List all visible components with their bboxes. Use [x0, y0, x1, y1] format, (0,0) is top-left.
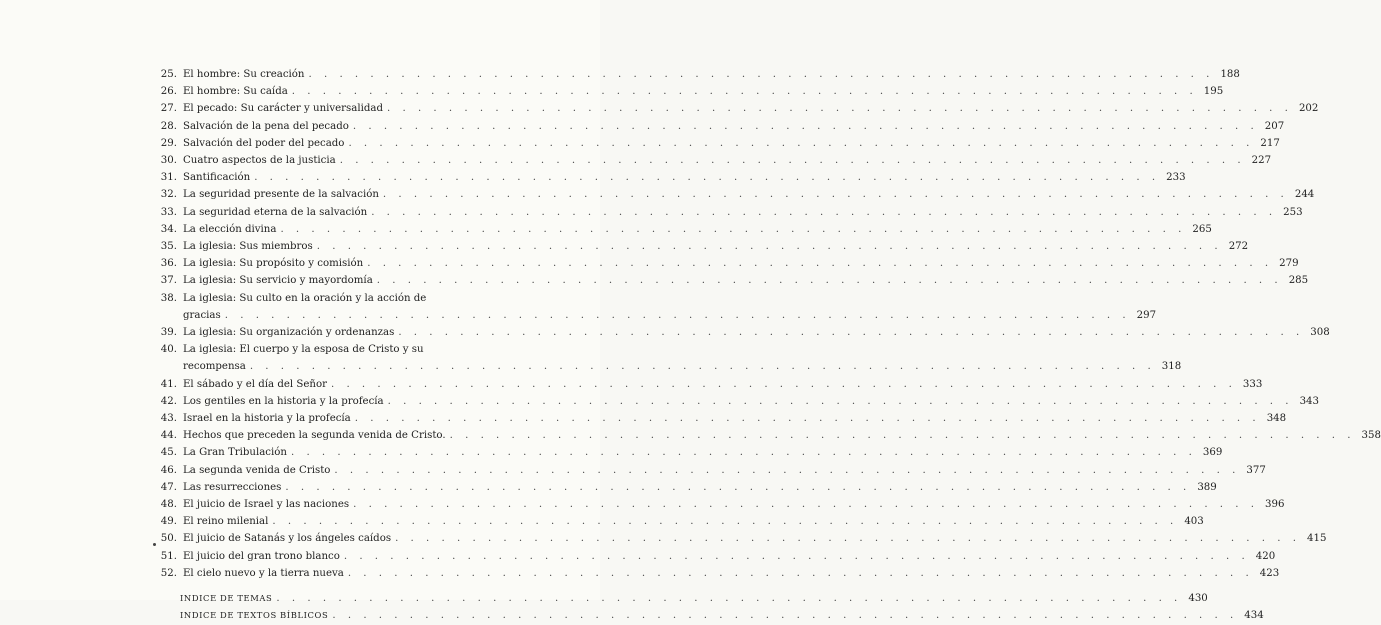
toc-entry [150, 204, 1303, 221]
dot-leader [332, 607, 1237, 624]
chapter-number: 40. [160, 344, 177, 356]
dot-leader [334, 462, 1239, 479]
page-number: 244 [1294, 189, 1315, 201]
chapter-number: 37. [160, 275, 177, 287]
entry-body [183, 204, 1303, 221]
chapter-title: Santificación [183, 172, 251, 184]
entry-body [183, 118, 1284, 135]
dot-leader [254, 169, 1159, 186]
entry-line [183, 444, 1222, 461]
entry-line [183, 513, 1204, 530]
entry-line [183, 118, 1284, 135]
chapter-number: 38. [160, 292, 177, 304]
entry-line [183, 393, 1319, 410]
toc-entry [150, 341, 1182, 375]
dot-leader [377, 272, 1282, 289]
dot-leader [450, 427, 1355, 444]
entry-line [183, 238, 1248, 255]
entry-line [183, 100, 1318, 117]
chapter-title: recompensa [183, 361, 246, 373]
page-number: 420 [1255, 550, 1276, 562]
toc-entry [150, 83, 1224, 100]
chapter-number: 31. [160, 172, 177, 184]
chapter-title: Israel en la historia y la profecía [183, 413, 351, 425]
toc-entry [150, 410, 1287, 427]
page-number: 430 [1188, 593, 1208, 605]
toc-entry [150, 290, 1157, 324]
dot-leader [340, 152, 1245, 169]
chapter-number: 36. [160, 258, 177, 270]
entry-line [183, 135, 1280, 152]
entry-body [183, 186, 1314, 203]
page-number: 285 [1288, 275, 1309, 287]
page-number: 272 [1228, 241, 1249, 253]
dot-leader [272, 513, 1177, 530]
chapter-number: 26. [160, 86, 177, 98]
dot-leader [398, 324, 1303, 341]
page-number: 233 [1166, 172, 1186, 184]
dot-leader [344, 548, 1249, 565]
toc-entry [150, 427, 1381, 444]
toc-entry [150, 324, 1330, 341]
toc-entry [150, 496, 1285, 513]
chapter-number: 42. [160, 395, 177, 407]
entry-body [183, 255, 1299, 272]
toc-entry [150, 100, 1319, 117]
toc-entry [150, 393, 1320, 410]
toc-entry [150, 462, 1266, 479]
entry-line [183, 358, 1181, 375]
chapter-title: gracias [183, 309, 221, 321]
chapter-number: 27. [160, 103, 177, 115]
entry-line [183, 272, 1308, 289]
index-section [150, 590, 1264, 624]
dot-leader [367, 255, 1272, 272]
chapter-title: El hombre: Su creación [183, 69, 305, 80]
entry-line [183, 496, 1285, 513]
entry-body [183, 152, 1271, 169]
entry-line [183, 479, 1217, 496]
chapter-number: 29. [160, 137, 177, 149]
entry-body [183, 290, 1156, 324]
chapter-title: El juicio de Israel y las naciones [183, 499, 350, 511]
index-entry [180, 590, 1208, 607]
chapter-number: 43. [160, 413, 177, 425]
entry-body [183, 100, 1318, 117]
chapter-number: 28. [160, 120, 177, 132]
entry-body [183, 83, 1223, 100]
page-number: 195 [1203, 86, 1224, 98]
chapter-number: 50. [160, 533, 177, 545]
entry-line [183, 410, 1286, 427]
chapter-title: La iglesia: Su propósito y comisión [183, 258, 364, 270]
dot-leader [387, 100, 1292, 117]
toc-entry [150, 221, 1212, 238]
page-number: 318 [1161, 361, 1182, 373]
page-number: 434 [1244, 610, 1264, 622]
toc-entry [150, 255, 1299, 272]
entry-body [183, 324, 1330, 341]
toc-entry [150, 530, 1327, 547]
page-number: 227 [1251, 155, 1272, 167]
dot-leader [395, 530, 1300, 547]
dot-leader [348, 135, 1253, 152]
chapter-title: El juicio de Satanás y los ángeles caídos [183, 533, 392, 545]
entry-line [183, 462, 1266, 479]
entry-line [183, 307, 1156, 324]
page-number: 415 [1307, 533, 1327, 545]
chapter-title: La elección divina [183, 223, 277, 235]
chapter-number: 47. [160, 481, 177, 493]
chapter-title: El hombre: Su caída [183, 86, 288, 98]
dot-leader [309, 66, 1214, 83]
toc-entry [150, 238, 1249, 255]
dot-leader [291, 444, 1196, 461]
entry-body [183, 341, 1181, 375]
entry-line [183, 530, 1326, 547]
dot-leader [276, 590, 1181, 607]
page-number: 265 [1192, 223, 1212, 235]
dot-leader [388, 393, 1293, 410]
entry-line [183, 83, 1223, 100]
toc-entry [150, 376, 1263, 393]
chapter-number: 32. [160, 189, 177, 201]
chapter-title: Salvación del poder del pecado [183, 137, 345, 149]
chapter-title: La iglesia: Su organización y ordenanzas [183, 327, 395, 339]
page-number: 188 [1220, 69, 1240, 80]
index-entry [180, 607, 1264, 624]
dot-leader [353, 118, 1258, 135]
entry-body [183, 496, 1285, 513]
toc-entry [150, 118, 1285, 135]
entry-line [183, 204, 1303, 221]
entry-body [183, 479, 1217, 496]
entry-body [183, 238, 1248, 255]
page-number: 369 [1202, 447, 1223, 459]
chapter-number: 39. [160, 327, 177, 339]
ink-speck [153, 543, 156, 546]
entry-body [183, 513, 1204, 530]
entry-line [183, 565, 1279, 582]
chapter-title: El cielo nuevo y la tierra nueva [183, 567, 344, 579]
entry-line [183, 376, 1262, 393]
chapter-title: La segunda venida de Cristo [183, 464, 331, 476]
page-number: 253 [1283, 206, 1303, 218]
index-title: INDICE DE TEMAS [180, 593, 273, 604]
entry-body [183, 135, 1280, 152]
page-number: 202 [1298, 103, 1319, 115]
dot-leader [383, 186, 1288, 203]
chapter-title: La seguridad eterna de la salvación [183, 206, 368, 218]
entry-body [183, 393, 1319, 410]
entry-body [183, 548, 1275, 565]
page-number: 297 [1136, 309, 1157, 321]
toc-entry [150, 479, 1217, 496]
entry-body [183, 272, 1308, 289]
chapter-number: 52. [160, 567, 177, 579]
dot-leader [355, 410, 1260, 427]
chapter-title: La iglesia: Su servicio y mayordomía [183, 275, 373, 287]
dot-leader [292, 83, 1197, 100]
page-number: 389 [1197, 481, 1217, 493]
toc-entry [150, 186, 1315, 203]
page-number: 217 [1260, 137, 1280, 149]
entry-body [183, 444, 1222, 461]
entry-title-first-line: La iglesia: El cuerpo y la esposa de Cristo y su [183, 344, 424, 356]
toc-entry [150, 548, 1276, 565]
chapter-title: El pecado: Su carácter y universalidad [183, 103, 383, 115]
chapter-title: La iglesia: Sus miembros [183, 241, 313, 253]
chapter-number: 44. [160, 430, 177, 442]
page-number: 403 [1184, 516, 1204, 528]
entry-line [183, 427, 1381, 444]
entry-body [183, 221, 1212, 238]
chapter-number: 30. [160, 155, 177, 167]
dot-leader [317, 238, 1222, 255]
chapter-title: Los gentiles en la historia y la profecía [183, 395, 384, 407]
entry-line [183, 186, 1314, 203]
chapter-title: La seguridad presente de la salvación [183, 189, 379, 201]
entry-body [183, 410, 1286, 427]
entry-body [183, 376, 1262, 393]
page-number: 377 [1246, 464, 1266, 476]
dot-leader [331, 376, 1236, 393]
chapter-title: El juicio del gran trono blanco [183, 550, 340, 562]
toc-entry [150, 152, 1272, 169]
dot-leader [280, 221, 1185, 238]
entry-body [183, 530, 1326, 547]
toc-entry [150, 135, 1280, 152]
page-number: 279 [1279, 258, 1299, 270]
page-number: 396 [1265, 499, 1285, 511]
chapter-title: Cuatro aspectos de la justicia [183, 155, 336, 167]
toc-entry [150, 272, 1309, 289]
entry-body [183, 565, 1279, 582]
chapter-title: El sábado y el día del Señor [183, 378, 327, 390]
chapter-number: 34. [160, 223, 177, 235]
dot-leader [250, 358, 1155, 375]
chapter-number: 48. [160, 499, 177, 511]
page-number: 343 [1299, 395, 1320, 407]
page-number: 358 [1361, 430, 1381, 442]
chapter-title: El reino milenial [183, 516, 269, 528]
toc-entry [150, 169, 1186, 186]
chapter-number: 46. [160, 464, 177, 476]
chapter-number: 51. [160, 550, 177, 562]
toc-entry [150, 565, 1280, 582]
entry-body [183, 427, 1381, 444]
page-number: 333 [1242, 378, 1263, 390]
entry-line [183, 548, 1275, 565]
entry-line [183, 152, 1271, 169]
chapter-title: Las resurrecciones [183, 481, 282, 493]
chapter-number: 45. [160, 447, 177, 459]
entry-body [183, 169, 1186, 186]
dot-leader [371, 204, 1276, 221]
entry-line [183, 324, 1330, 341]
entry-line [183, 66, 1240, 83]
toc-entry [150, 444, 1223, 461]
page-number: 207 [1264, 120, 1285, 132]
chapter-number: 25. [160, 69, 177, 80]
entry-title-first-line: La iglesia: Su culto en la oración y la acción de [183, 292, 427, 304]
table-of-contents [150, 66, 1381, 625]
chapter-title: Salvación de la pena del pecado [183, 120, 349, 132]
entry-line [183, 221, 1212, 238]
page-number: 348 [1266, 413, 1287, 425]
chapter-number: 35. [160, 241, 177, 253]
chapter-number: 33. [160, 206, 177, 218]
index-title: INDICE DE TEXTOS BÍBLICOS [180, 610, 329, 621]
dot-leader [348, 565, 1253, 582]
entry-line [183, 255, 1299, 272]
chapter-number: 49. [160, 516, 177, 528]
entry-line [183, 169, 1186, 186]
chapter-number: 41. [160, 378, 177, 390]
chapter-title: Hechos que preceden la segunda venida de Cristo. [183, 430, 446, 442]
dot-leader [285, 479, 1190, 496]
dot-leader [225, 307, 1130, 324]
dot-leader [353, 496, 1258, 513]
page-number: 308 [1310, 327, 1330, 339]
entry-body [183, 66, 1240, 83]
toc-entry [150, 66, 1240, 83]
page-number: 423 [1259, 567, 1280, 579]
entry-body [183, 462, 1266, 479]
chapter-title: La Gran Tribulación [183, 447, 287, 459]
toc-entry [150, 513, 1204, 530]
